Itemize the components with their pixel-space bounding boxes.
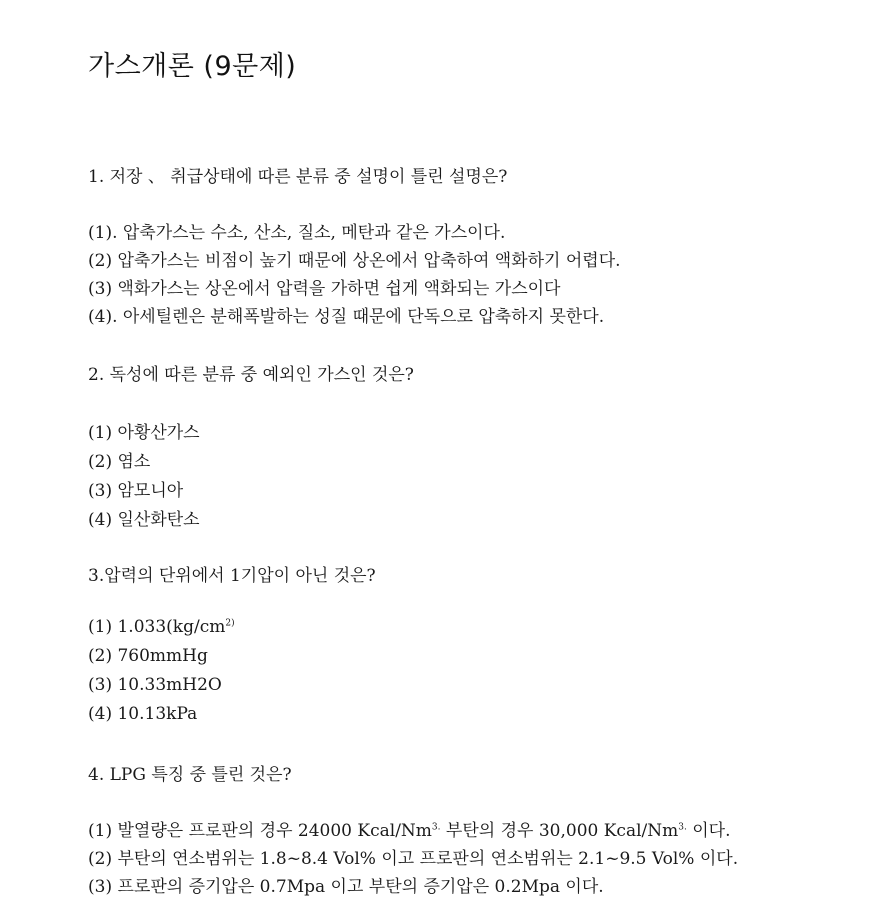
page-title: 가스개론 (9문제) xyxy=(88,51,297,82)
question-2-option-2: (2) 염소 xyxy=(88,452,151,472)
question-4-option-1-superscript-a: 3. xyxy=(431,822,441,833)
question-3-option-1-superscript: 2) xyxy=(225,618,235,629)
question-3-option-3: (3) 10.33mH2O xyxy=(88,675,222,695)
question-2-option-4: (4) 일산화탄소 xyxy=(88,510,200,530)
question-1-option-4: (4). 아세틸렌은 분해폭발하는 성질 때문에 단독으로 압축하지 못한다. xyxy=(88,307,605,327)
question-3-option-1 xyxy=(88,617,235,637)
question-1-option-3: (3) 액화가스는 상온에서 압력을 가하면 쉽게 액화되는 가스이다 xyxy=(88,279,561,299)
question-3: 3.압력의 단위에서 1기압이 아닌 것은? xyxy=(88,566,376,586)
question-3-option-4: (4) 10.13kPa xyxy=(88,704,198,724)
question-4-option-3: (3) 프로판의 증기압은 0.7Mpa 이고 부탄의 증기압은 0.2Mpa 이다. xyxy=(88,877,604,897)
question-4-option-2: (2) 부탄의 연소범위는 1.8~8.4 Vol% 이고 프로판의 연소범위는 2.1~9.5 Vol% 이다. xyxy=(88,849,739,869)
question-2-option-1: (1) 아황산가스 xyxy=(88,423,200,443)
question-3-option-1-text: (1) 1.033(kg/cm xyxy=(88,617,226,637)
question-1-option-1: (1). 압축가스는 수소, 산소, 질소, 메탄과 같은 가스이다. xyxy=(88,223,506,243)
question-4-option-1 xyxy=(88,816,731,841)
question-3-option-2: (2) 760mmHg xyxy=(88,646,208,666)
question-1-option-2: (2) 압축가스는 비점이 높기 때문에 상온에서 압축하여 액화하기 어렵다. xyxy=(88,251,621,271)
question-4-option-1-superscript-b: 3. xyxy=(678,822,687,833)
question-2: 2. 독성에 따른 분류 중 예외인 가스인 것은? xyxy=(88,365,414,385)
question-2-option-3: (3) 암모니아 xyxy=(88,481,184,501)
question-4-option-1-middle: 부탄의 경우 30,000 Kcal/Nm xyxy=(440,821,679,841)
question-1: 1. 저장 、 취급상태에 따른 분류 중 설명이 틀린 설명은? xyxy=(88,167,508,187)
question-4-option-1-tail: 이다. xyxy=(686,821,731,841)
question-4: 4. LPG 특징 중 틀린 것은? xyxy=(88,765,292,785)
question-4-option-1-text: (1) 발열량은 프로판의 경우 24000 Kcal/Nm xyxy=(88,821,432,841)
